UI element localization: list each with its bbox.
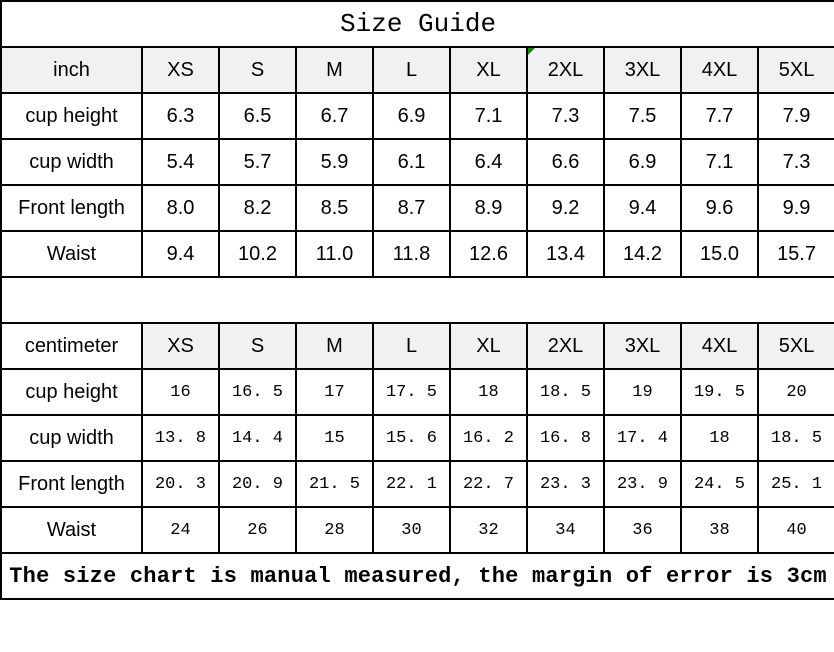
cell-inch-cup-width-2xl	[527, 139, 604, 185]
row-label-inch-front-length-text: Front length	[18, 196, 125, 219]
row-cm-cup-height	[1, 369, 834, 415]
cell-inch-cup-width-5xl	[758, 139, 834, 185]
cell-inch-cup-height-4xl	[681, 93, 758, 139]
cell-cm-cup-width-s-text: 14. 4	[231, 428, 283, 448]
size-header-cm-m	[296, 323, 373, 369]
cell-inch-cup-width-s	[219, 139, 296, 185]
cell-inch-cup-width-3xl	[604, 139, 681, 185]
cell-cm-cup-height-4xl-text: 19. 5	[693, 382, 745, 402]
cell-cm-front-length-xs-text: 20. 3	[154, 474, 206, 494]
cell-cm-waist-l	[373, 507, 450, 553]
cell-inch-cup-width-m-text: 5.9	[320, 150, 349, 173]
unit-label-inch-text: inch	[53, 58, 90, 81]
cell-inch-waist-xl	[450, 231, 527, 277]
row-label-cm-cup-width	[1, 415, 142, 461]
cell-inch-cup-height-m-text: 6.7	[320, 104, 349, 127]
cell-cm-front-length-m	[296, 461, 373, 507]
cell-cm-front-length-2xl-text: 23. 3	[539, 474, 591, 494]
cell-cm-cup-height-xl-text: 18	[478, 382, 499, 402]
cell-inch-cup-height-4xl-text: 7.7	[705, 104, 734, 127]
cell-inch-front-length-5xl	[758, 185, 834, 231]
cell-inch-cup-height-xs-text: 6.3	[166, 104, 195, 127]
size-header-cm-2xl-text: 2XL	[547, 334, 584, 357]
cell-inch-front-length-5xl-text: 9.9	[782, 196, 811, 219]
cell-cm-cup-width-5xl	[758, 415, 834, 461]
cell-inch-front-length-4xl-text: 9.6	[705, 196, 734, 219]
cell-cm-waist-m	[296, 507, 373, 553]
cell-cm-cup-width-2xl-text: 16. 8	[539, 428, 591, 448]
cell-inch-cup-width-5xl-text: 7.3	[782, 150, 811, 173]
cell-cm-cup-height-xs	[142, 369, 219, 415]
cell-cm-waist-4xl	[681, 507, 758, 553]
cell-inch-waist-4xl	[681, 231, 758, 277]
cell-cm-waist-xs	[142, 507, 219, 553]
cell-cm-front-length-xl-text: 22. 7	[462, 474, 514, 494]
size-header-inch-2xl	[527, 47, 604, 93]
cell-inch-cup-height-3xl-text: 7.5	[628, 104, 657, 127]
cell-cm-waist-xl-text: 32	[478, 520, 499, 540]
cell-inch-front-length-xs	[142, 185, 219, 231]
size-header-cm-3xl	[604, 323, 681, 369]
cell-inch-front-length-s-text: 8.2	[243, 196, 272, 219]
size-header-cm-xl	[450, 323, 527, 369]
size-header-inch-l-text: L	[405, 58, 418, 81]
cell-cm-cup-height-2xl-text: 18. 5	[539, 382, 591, 402]
cell-inch-waist-2xl	[527, 231, 604, 277]
cell-inch-cup-width-xs	[142, 139, 219, 185]
cell-cm-waist-l-text: 30	[401, 520, 422, 540]
cell-inch-front-length-l	[373, 185, 450, 231]
row-label-cm-front-length	[1, 461, 142, 507]
cell-cm-cup-height-4xl	[681, 369, 758, 415]
cell-cm-cup-width-3xl	[604, 415, 681, 461]
row-inch-cup-height	[1, 93, 834, 139]
cell-inch-cup-width-s-text: 5.7	[243, 150, 272, 173]
row-label-inch-cup-height-text: cup height	[25, 104, 118, 127]
cell-cm-cup-height-xl	[450, 369, 527, 415]
size-header-inch-5xl-text: 5XL	[778, 58, 815, 81]
cell-cm-cup-width-4xl	[681, 415, 758, 461]
spacer-row	[1, 277, 834, 323]
cell-inch-front-length-xl-text: 8.9	[474, 196, 503, 219]
size-header-cm-4xl-text: 4XL	[701, 334, 738, 357]
size-header-cm-5xl	[758, 323, 834, 369]
cell-inch-cup-height-3xl	[604, 93, 681, 139]
row-label-inch-cup-width	[1, 139, 142, 185]
size-header-cm-4xl	[681, 323, 758, 369]
cell-inch-cup-height-5xl-text: 7.9	[782, 104, 811, 127]
cell-inch-front-length-m	[296, 185, 373, 231]
cell-inch-waist-l	[373, 231, 450, 277]
row-label-cm-waist-text: Waist	[46, 518, 97, 541]
size-header-inch-xl-text: XL	[476, 58, 501, 81]
cell-inch-front-length-xl	[450, 185, 527, 231]
size-header-inch-4xl-text: 4XL	[701, 58, 738, 81]
cell-cm-cup-height-xs-text: 16	[170, 382, 191, 402]
cell-inch-front-length-m-text: 8.5	[320, 196, 349, 219]
size-header-cm-s-text: S	[250, 334, 265, 357]
cell-cm-cup-height-l	[373, 369, 450, 415]
row-inch-waist	[1, 231, 834, 277]
row-inch-cup-width	[1, 139, 834, 185]
cell-cm-cup-width-xl-text: 16. 2	[462, 428, 514, 448]
cell-cm-cup-width-2xl	[527, 415, 604, 461]
cell-inch-waist-xl-text: 12.6	[469, 242, 508, 265]
cell-inch-front-length-3xl	[604, 185, 681, 231]
cell-cm-front-length-l	[373, 461, 450, 507]
cell-inch-cup-width-m	[296, 139, 373, 185]
cell-inch-front-length-4xl	[681, 185, 758, 231]
cell-inch-front-length-xs-text: 8.0	[166, 196, 195, 219]
cell-cm-cup-height-m	[296, 369, 373, 415]
size-header-inch-3xl-text: 3XL	[624, 58, 661, 81]
size-header-inch-s	[219, 47, 296, 93]
row-label-inch-cup-height	[1, 93, 142, 139]
cell-inch-waist-2xl-text: 13.4	[546, 242, 585, 265]
cell-cm-cup-width-m	[296, 415, 373, 461]
cell-inch-cup-height-l-text: 6.9	[397, 104, 426, 127]
cell-cm-front-length-5xl-text: 25. 1	[771, 474, 823, 494]
row-label-inch-waist-text: Waist	[46, 242, 97, 265]
size-header-inch-2xl-text: 2XL	[547, 58, 584, 81]
cell-cm-cup-height-5xl	[758, 369, 834, 415]
row-label-cm-front-length-text: Front length	[18, 472, 125, 495]
row-label-cm-waist	[1, 507, 142, 553]
cell-cm-waist-xl	[450, 507, 527, 553]
cell-cm-front-length-2xl	[527, 461, 604, 507]
unit-label-cm-text: centimeter	[24, 334, 119, 357]
row-label-cm-cup-height	[1, 369, 142, 415]
cell-cm-cup-height-3xl	[604, 369, 681, 415]
cell-inch-cup-height-2xl	[527, 93, 604, 139]
size-header-cm-xs-text: XS	[167, 334, 194, 357]
cell-cm-cup-height-3xl-text: 19	[632, 382, 653, 402]
size-header-inch-l	[373, 47, 450, 93]
cell-inch-cup-width-3xl-text: 6.9	[628, 150, 657, 173]
cell-inch-waist-5xl	[758, 231, 834, 277]
row-label-inch-front-length	[1, 185, 142, 231]
cell-inch-cup-width-xl	[450, 139, 527, 185]
cell-cm-front-length-m-text: 21. 5	[308, 474, 360, 494]
size-header-inch-xs	[142, 47, 219, 93]
cell-inch-waist-m	[296, 231, 373, 277]
size-header-inch-4xl	[681, 47, 758, 93]
cell-inch-front-length-2xl-text: 9.2	[551, 196, 580, 219]
cell-inch-waist-5xl-text: 15.7	[777, 242, 816, 265]
size-header-inch-m-text: M	[326, 58, 343, 81]
cell-inch-front-length-s	[219, 185, 296, 231]
cell-inch-front-length-l-text: 8.7	[397, 196, 426, 219]
cell-cm-cup-width-l-text: 15. 6	[385, 428, 437, 448]
cell-cm-cup-width-l	[373, 415, 450, 461]
cell-cm-cup-height-s-text: 16. 5	[231, 382, 283, 402]
cell-cm-front-length-3xl	[604, 461, 681, 507]
green-flag-icon	[528, 48, 535, 55]
cell-inch-cup-width-l-text: 6.1	[397, 150, 426, 173]
cell-cm-cup-height-s	[219, 369, 296, 415]
cell-inch-waist-s-text: 10.2	[238, 242, 277, 265]
cell-cm-waist-5xl	[758, 507, 834, 553]
cell-inch-waist-l-text: 11.8	[392, 242, 431, 265]
cell-cm-cup-width-xl	[450, 415, 527, 461]
size-header-cm-m-text: M	[326, 334, 343, 357]
row-inch-front-length	[1, 185, 834, 231]
cell-cm-waist-2xl-text: 34	[555, 520, 576, 540]
cell-inch-cup-width-xs-text: 5.4	[166, 150, 195, 173]
cell-inch-cup-height-l	[373, 93, 450, 139]
size-header-cm-xs	[142, 323, 219, 369]
size-header-inch-xs-text: XS	[167, 58, 194, 81]
size-guide-title	[1, 1, 834, 47]
cell-inch-cup-width-2xl-text: 6.6	[551, 150, 580, 173]
cell-cm-cup-width-xs-text: 13. 8	[154, 428, 206, 448]
cell-inch-cup-height-m	[296, 93, 373, 139]
footer-note	[1, 553, 834, 599]
cell-cm-front-length-s	[219, 461, 296, 507]
cell-inch-cup-height-xl	[450, 93, 527, 139]
cell-inch-front-length-3xl-text: 9.4	[628, 196, 657, 219]
cell-cm-front-length-4xl	[681, 461, 758, 507]
footer-note-text: The size chart is manual measured, the margin of error is 3cm	[9, 563, 827, 589]
cell-inch-cup-width-4xl-text: 7.1	[705, 150, 734, 173]
row-label-inch-waist	[1, 231, 142, 277]
cell-inch-waist-xs-text: 9.4	[166, 242, 195, 265]
size-header-cm-2xl	[527, 323, 604, 369]
cell-cm-cup-width-3xl-text: 17. 4	[616, 428, 668, 448]
cell-cm-cup-height-l-text: 17. 5	[385, 382, 437, 402]
size-header-inch-s-text: S	[250, 58, 265, 81]
cell-cm-waist-s-text: 26	[247, 520, 268, 540]
size-header-inch-5xl	[758, 47, 834, 93]
cell-inch-cup-height-xl-text: 7.1	[474, 104, 503, 127]
row-label-cm-cup-width-text: cup width	[29, 426, 114, 449]
header-row-inch	[1, 47, 834, 93]
size-header-cm-xl-text: XL	[476, 334, 501, 357]
header-row-cm	[1, 323, 834, 369]
cell-inch-waist-xs	[142, 231, 219, 277]
cell-inch-waist-4xl-text: 15.0	[700, 242, 739, 265]
cell-cm-cup-height-2xl	[527, 369, 604, 415]
cell-cm-front-length-5xl	[758, 461, 834, 507]
cell-cm-front-length-s-text: 20. 9	[231, 474, 283, 494]
size-header-inch-xl	[450, 47, 527, 93]
cell-inch-cup-height-s-text: 6.5	[243, 104, 272, 127]
cell-inch-cup-width-xl-text: 6.4	[474, 150, 503, 173]
unit-label-inch	[1, 47, 142, 93]
cell-inch-waist-3xl	[604, 231, 681, 277]
row-label-cm-cup-height-text: cup height	[25, 380, 118, 403]
cell-cm-cup-width-xs	[142, 415, 219, 461]
size-header-inch-3xl	[604, 47, 681, 93]
cell-cm-waist-m-text: 28	[324, 520, 345, 540]
cell-cm-waist-xs-text: 24	[170, 520, 191, 540]
cell-cm-waist-s	[219, 507, 296, 553]
cell-inch-waist-3xl-text: 14.2	[623, 242, 662, 265]
cell-cm-front-length-l-text: 22. 1	[385, 474, 437, 494]
cell-inch-front-length-2xl	[527, 185, 604, 231]
cell-cm-front-length-4xl-text: 24. 5	[693, 474, 745, 494]
size-header-cm-s	[219, 323, 296, 369]
cell-inch-cup-width-l	[373, 139, 450, 185]
cell-inch-cup-height-2xl-text: 7.3	[551, 104, 580, 127]
cell-cm-cup-width-5xl-text: 18. 5	[771, 428, 823, 448]
cell-cm-front-length-xl	[450, 461, 527, 507]
cell-cm-cup-width-4xl-text: 18	[709, 428, 730, 448]
cell-cm-cup-width-s	[219, 415, 296, 461]
row-cm-waist	[1, 507, 834, 553]
cell-inch-cup-width-4xl	[681, 139, 758, 185]
size-header-cm-l	[373, 323, 450, 369]
unit-label-cm	[1, 323, 142, 369]
cell-cm-waist-2xl	[527, 507, 604, 553]
cell-inch-cup-height-5xl	[758, 93, 834, 139]
cell-cm-waist-4xl-text: 38	[709, 520, 730, 540]
cell-cm-waist-3xl	[604, 507, 681, 553]
size-header-cm-3xl-text: 3XL	[624, 334, 661, 357]
row-label-inch-cup-width-text: cup width	[29, 150, 114, 173]
row-cm-cup-width	[1, 415, 834, 461]
cell-cm-cup-width-m-text: 15	[324, 428, 345, 448]
size-guide-title-text: Size Guide	[340, 9, 497, 39]
cell-cm-front-length-xs	[142, 461, 219, 507]
cell-inch-waist-m-text: 11.0	[315, 242, 354, 265]
cell-cm-waist-5xl-text: 40	[786, 520, 807, 540]
size-header-inch-m	[296, 47, 373, 93]
row-cm-front-length	[1, 461, 834, 507]
cell-inch-cup-height-xs	[142, 93, 219, 139]
size-header-cm-l-text: L	[405, 334, 418, 357]
cell-inch-waist-s	[219, 231, 296, 277]
cell-cm-cup-height-5xl-text: 20	[786, 382, 807, 402]
cell-cm-front-length-3xl-text: 23. 9	[616, 474, 668, 494]
cell-cm-waist-3xl-text: 36	[632, 520, 653, 540]
cell-inch-cup-height-s	[219, 93, 296, 139]
size-header-cm-5xl-text: 5XL	[778, 334, 815, 357]
cell-cm-cup-height-m-text: 17	[324, 382, 345, 402]
